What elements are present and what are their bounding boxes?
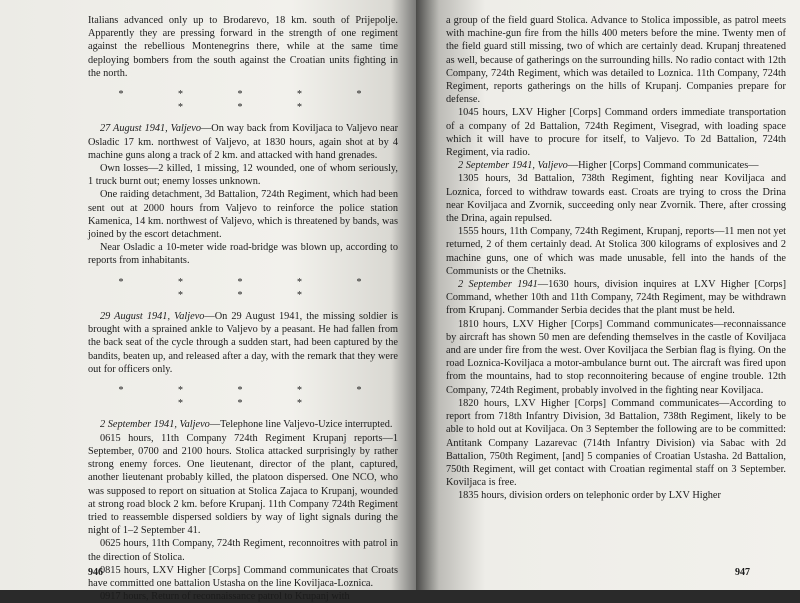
paragraph: One raiding detachment, 3d Battalion, 724th Regiment, which had been sent out at 2000 hours from Valjevo to reinforce the police station Kamenica, 14 km. northwest of Valjevo, which is threatened by bands, was joined by the escort detachment.: [88, 189, 398, 241]
paragraph: 1810 hours, LXV Higher [Corps] Command communicates—reconnaissance by aircraft has shown 50 men are defending themselves in the castle of Koviljaca and are under fire from the west. Over Koviljaca the Serbian flag is flying. On the road Loznica-Koviljaca a motor-ambulance burnt out. The aircraft was fired upon from the mountains, had to stop reconnoitering because of engine trouble. 12th Company, 724th Regiment, probably involved in the fighting near Koviljaca.: [446, 318, 786, 396]
entry-text: —Higher [Corps] Command communicates—: [567, 160, 759, 172]
section-separator: * * * * * * * *: [118, 385, 388, 410]
entry-date: 2 September 1941, Valjevo: [458, 160, 568, 172]
diary-entry: [88, 418, 398, 431]
entry-date: 2 September 1941, Valjevo: [100, 419, 210, 431]
paragraph: 0917 hours, Return of reconnaissance patrol to Krupanj with: [100, 591, 350, 603]
entry-text: —On 29 August 1941, the missing soldier is brought with a sprained ankle to Valjevo by a peasant. He had fallen from the back seat of the cycle through a sudden start, had been captured by the bandits, beaten up, and released after a day, with the remark that they were out for officers only.: [88, 311, 398, 375]
entry-text: —1630 hours, division inquires at LXV Higher [Corps] Command, whether 10th and 11th Company, 724th Regiment, may be withdrawn from Krupanj. Commander Serbia decides that the plant must be held.: [446, 279, 786, 317]
entry-date: 27 August 1941, Valjevo: [100, 123, 201, 135]
paragraph: Own losses—2 killed, 1 missing, 12 wounded, one of whom seriously, 1 truck burnt out; enemy losses unknown.: [88, 163, 398, 188]
paragraph: Italians advanced only up to Brodarevo, 18 km. south of Prijepolje. Apparently they are pressing forward in the strength of one regiment against the rebellious Montenegrins there, while at the same time deploying bombers from the south against the Croatian units fighting in the north.: [88, 15, 398, 79]
left-column: [88, 14, 398, 603]
entry-text: —On way back from Koviljaca to Valjevo near Osladic 17 km. northwest of Valjevo, at 1830 hours, again shot at by 4 machine guns along a track of 2 km. and attacked with hand grenades.: [88, 123, 398, 161]
entry-text: —Telephone line Valjevo-Uzice interrupted.: [209, 419, 393, 431]
right-column: [446, 14, 786, 503]
diary-entry: [446, 278, 786, 318]
entry-date: 29 August 1941, Valjevo: [100, 311, 205, 323]
right-page: [416, 0, 800, 590]
diary-entry: [88, 122, 398, 162]
diary-entry: [446, 159, 786, 172]
page-number: 946: [88, 567, 103, 578]
paragraph: a group of the field guard Stolica. Advance to Stolica impossible, as patrol meets with machine-gun fire from the hills 400 meters before the mine. Twenty men of the field guard still missing, two of which are certainly dead. Krupanj threatened as well, because of gatherings on the surrounding hills. No radio contact with 12th Company, 724th Regiment, which was detailed to Loznica. 11th Company, 724th Regiment, reports gatherings on the hills of Krupanj. Companies prepare for defense.: [446, 15, 786, 106]
paragraph: 1045 hours, LXV Higher [Corps] Command orders immediate transportation of a company of 2d Battalion, 724th Regiment, Visegrad, with loading space which it will have to procure for itself, to Valjevo. To 2d Battalion, 724th Regiment, via radio.: [446, 107, 786, 159]
paragraph: 0625 hours, 11th Company, 724th Regiment, reconnoitres with patrol in the direction of Stolica.: [88, 538, 398, 563]
paragraph: 1555 hours, 11th Company, 724th Regiment, Krupanj, reports—11 men not yet returned, 2 of them certainly dead. At Stolica 300 kilograms of explosives and 2 machine guns, one of which was made unusable, fell into the hands of the Communists or the Chetniks.: [446, 226, 786, 277]
paragraph: 1820 hours, LXV Higher [Corps] Command communicates—According to report from 718th Infantry Division, 3d Battalion, 738th Regiment, likely to be able to hold out at Koviljaca. On 3 September the following are to be committed: Antitank Company Lazarevac (714th Infantry Division) via Sabac with 2d Battalion, 750th Regiment, [and] 5 companies of Croatian Ustasha. 2d Battalion, 750th Regiment, will get contact with Croatian regimental staff on 3 September. Koviljaca is free.: [446, 397, 786, 489]
page-number: 947: [735, 567, 750, 578]
paragraph: 0615 hours, 11th Company 724th Regiment Krupanj reports—1 September, 0700 and 2100 hours. Stolica attacked surprisingly by rather strong enemy forces. One lieutenant, director of the plant, captured, another lieutenant probably killed, the platoon dispersed. One NCO, who was supposed to report on situation at Stolica Zajaca to Krupanj, wounded at strong road block 2 km. before Krupanj. 11th Company 724th Regiment tried to reassemble dispersed soldiers by way of light signals during the night of 1–2 September 41.: [88, 432, 398, 537]
entry-date: 2 September 1941: [458, 279, 538, 291]
section-separator: * * * * * * * *: [118, 276, 388, 301]
paragraph: 1305 hours, 3d Battalion, 738th Regiment, fighting near Koviljaca and Loznica, forced to withdraw towards east. Croats are trying to cross the Drina near Koviljaca and Zvornik, succeeding only near Zvornik. There, after crossing the Drina, again repulsed.: [446, 173, 786, 225]
paragraph: 1835 hours, division orders on telephonic order by LXV Higher: [458, 490, 721, 502]
paragraph: 0815 hours, LXV Higher [Corps] Command communicates that Croats have committed one battalion Ustasha on the line Koviljaca-Loznica.: [88, 564, 398, 589]
section-separator: * * * * * * * *: [118, 89, 388, 114]
paragraph: Near Osladic a 10-meter wide road-bridge was blown up, according to reports from inhabitants.: [88, 242, 398, 267]
diary-entry: [88, 310, 398, 376]
